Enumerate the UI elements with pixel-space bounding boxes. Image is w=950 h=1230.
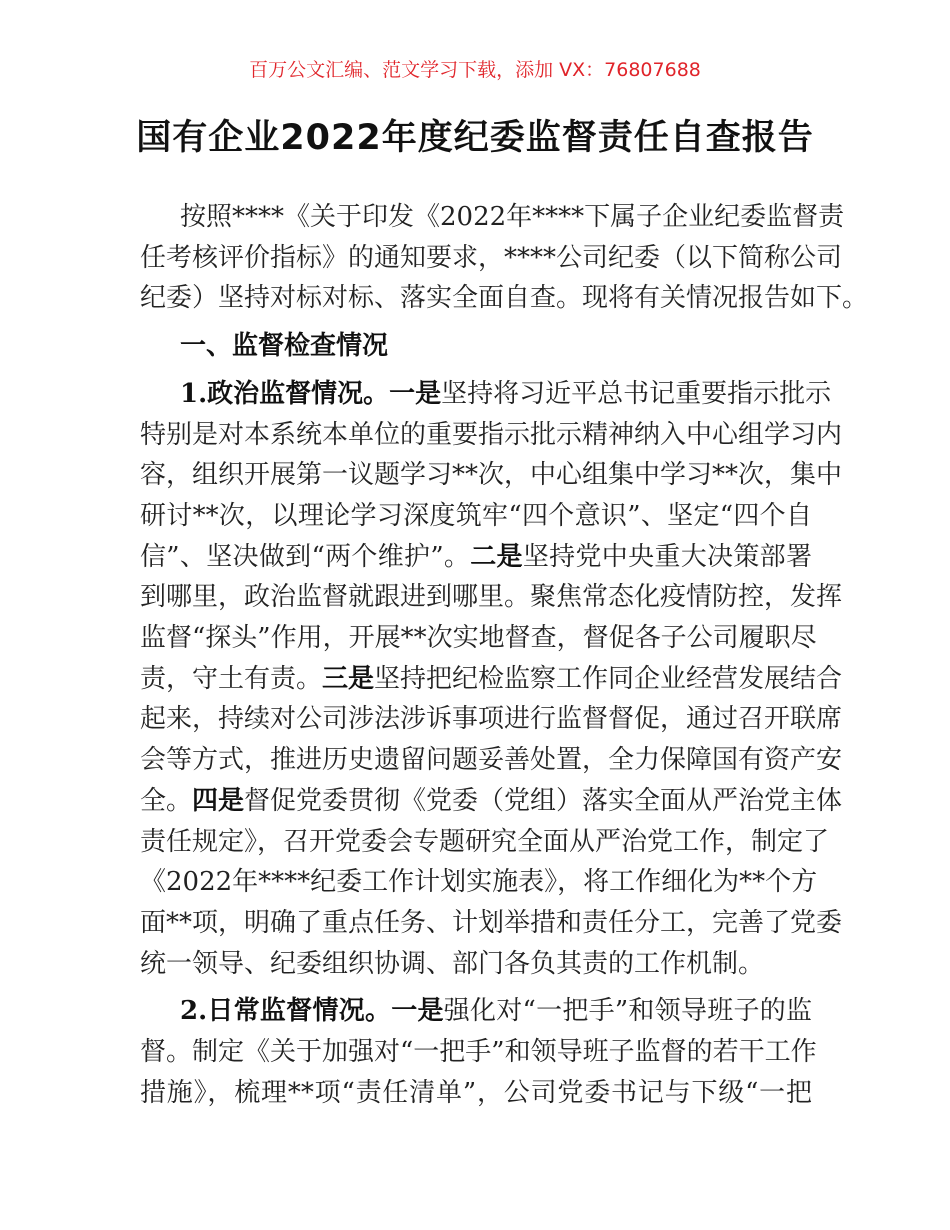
text-segment: 面**项，明确了重点任务、计划举措和责任分工，完善了党委 [140,907,843,938]
text-line [140,1036,817,1068]
text-segment: 强化对“一把手”和领导班子的监 [443,996,812,1027]
text-line [140,330,812,362]
text-line [140,500,812,532]
text-segment: 全。 [140,785,193,816]
text-line [140,622,817,654]
document-title: 国有企业2022年度纪委监督责任自查报告 [136,118,814,158]
bold-text: 四是 [192,785,245,816]
bold-text: 三是 [322,663,375,694]
text-segment: 特别是对本系统本单位的重要指示批示精神纳入中心组学习内 [140,419,843,450]
text-line [140,907,843,939]
text-line [140,995,812,1027]
text-line [140,242,843,274]
text-line [140,744,843,776]
text-line [140,378,832,410]
bold-text: 1.政治监督情况。一是 [180,378,442,409]
text-segment: 坚持将习近平总书记重要指示批示 [441,378,832,409]
text-line [140,581,843,613]
text-segment: 会等方式，推进历史遗留问题妥善处置，全力保障国有资产安 [140,745,843,776]
text-segment: 责，守土有责。 [140,663,323,694]
text-segment: 信”、坚决做到“两个维护”。 [140,541,471,572]
text-segment: 坚持党中央重大决策部署 [522,541,812,572]
watermark-header: 百万公文汇编、范文学习下载，添加 VX：76807688 [249,59,701,81]
text-line [140,663,843,695]
text-segment: 措施》，梳理**项“责任清单”，公司党委书记与下级“一把 [140,1077,812,1108]
text-line [140,201,845,233]
text-segment: 到哪里，政治监督就跟进到哪里。聚焦常态化疫情防控，发挥 [140,582,843,613]
text-segment: 纪委）坚持对标对标、落实全面自查。现将有关情况报告如下。 [140,283,869,314]
text-line [140,459,843,491]
text-line [140,703,843,735]
text-segment: 任考核评价指标》的通知要求，****公司纪委（以下简称公司 [140,242,843,273]
text-segment: 起来，持续对公司涉法涉诉事项进行监督督促，通过召开联席 [140,704,843,735]
text-line [140,866,818,898]
text-segment: 坚持把纪检监察工作同企业经营发展结合 [374,663,843,694]
text-segment: 《2022年****纪委工作计划实施表》，将工作细化为**个方 [140,867,818,898]
text-segment: 容，组织开展第一议题学习**次，中心组集中学习**次，集中 [140,460,843,491]
bold-text: 2.日常监督情况。一是 [180,996,444,1027]
text-segment: 监督“探头”作用，开展**次实地督查，督促各子公司履职尽 [140,623,817,653]
text-line [140,785,843,817]
text-segment: 统一领导、纪委组织协调、部门各负其责的工作机制。 [140,948,765,979]
text-segment: 责任规定》，召开党委会专题研究全面从严治党工作，制定了 [140,826,830,857]
text-segment: 按照****《关于印发《2022年****下属子企业纪委监督责 [180,202,845,232]
text-line [140,948,812,980]
bold-text: 二是 [470,541,523,572]
text-line [140,541,812,573]
text-line [140,282,869,314]
text-segment: 督。制定《关于加强对“一把手”和领导班子监督的若干工作 [140,1037,817,1067]
text-segment: 督促党委贯彻《党委（党组）落实全面从严治党主体 [244,785,843,816]
text-line [140,826,830,858]
bold-text: 一、监督检查情况 [180,331,389,362]
text-segment: 研讨**次，以理论学习深度筑牢“四个意识”、坚定“四个自 [140,500,812,531]
text-line [140,1077,812,1109]
text-line [140,419,843,451]
